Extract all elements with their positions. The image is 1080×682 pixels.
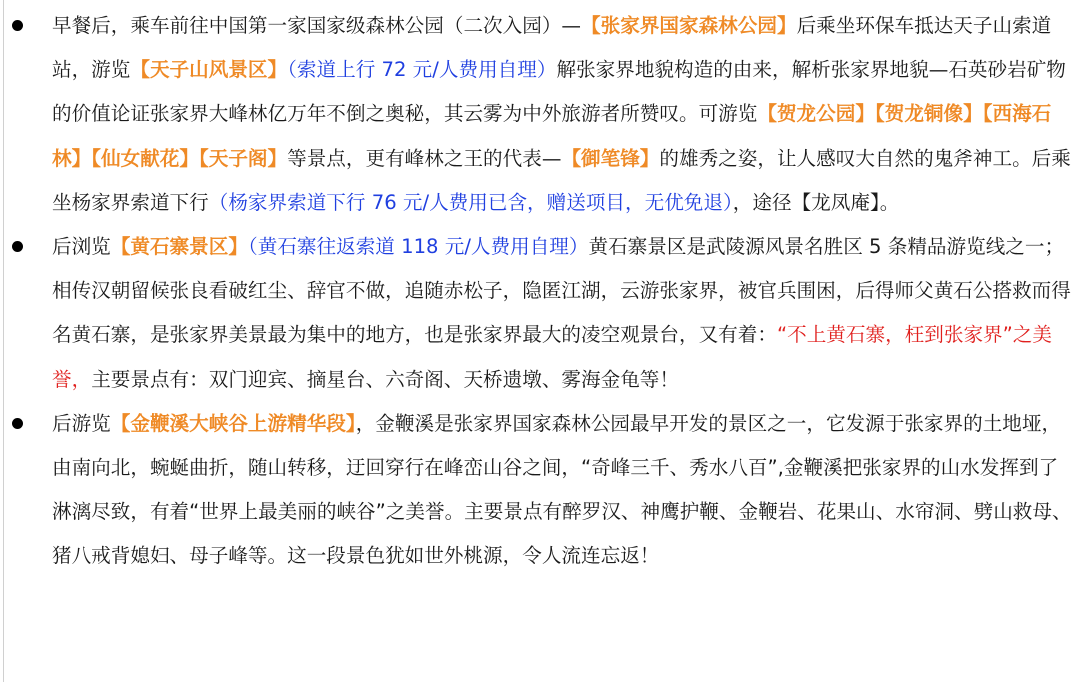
item-text: 早餐后，乘车前往中国第一家国家级森林公园（二次入园）—	[52, 14, 582, 37]
highlight-jinbianxi: 【金鞭溪大峡谷上游精华段】	[110, 411, 356, 435]
list-item-forest-park	[0, 4, 1080, 225]
highlight-tianzishan: 【天子山风景区】	[130, 58, 288, 82]
item-text: 后游览	[52, 411, 111, 435]
highlight-helong-statue: 【贺龙铜像】	[874, 102, 983, 126]
highlight-xihai-stone-forest: 【西海石林】	[52, 102, 1052, 170]
highlight-yubi-peak: 【御笔锋】	[561, 146, 660, 170]
item-text: 等景点，更有峰林之王的代表—	[287, 146, 562, 170]
bullet-icon	[12, 418, 23, 429]
highlight-zhangjiajie-forest-park: 【张家界国家森林公园】	[581, 14, 797, 37]
item-text: 解张家界地貌构造的由来，解析张家界地貌—石英砂岩矿物的价值论证张家界大峰林亿万年不倒之奥秘，其云雾为中外旅游者所赞叹。可游览	[52, 58, 1066, 126]
note-yangjiajie-cableway-price: （杨家界索道下行 76 元/人费用已含，赠送项目，无优免退）	[208, 190, 733, 214]
item-text: 后浏览	[52, 235, 111, 259]
list-item-huangshizhai	[0, 225, 1080, 402]
item-text: ，途径【龙凤庵】。	[732, 190, 900, 214]
note-tianzishan-cableway-price: （索道上行 72 元/人费用自理）	[287, 58, 557, 82]
highlight-xiannv-xianhua: 【仙女献花】	[91, 146, 199, 170]
highlight-huangshizhai: 【黄石寨景区】	[110, 235, 248, 259]
item-text: 后乘坐环保车抵达天子山索道站，游览	[52, 14, 1052, 82]
item-text: 的雄秀之姿，让人感叹大自然的鬼斧神工。后乘坐杨家界索道下行	[52, 146, 1071, 214]
item-text: 黄石寨景区是武陵源风景名胜区 5 条精品游览线之一；相传汉朝留候张良看破红尘、辞官不做，追随赤松子，隐匿江湖，云游张家界，被官兵围困，后得师父黄石公搭救而得名黄石寨，是张家界美景最为集中的地方，也是张家界最大的凌空观景台，又有着：	[52, 235, 1071, 347]
quote-huangshizhai-saying: “不上黄石寨，枉到张家界”之美誉，	[52, 323, 1052, 391]
list-item-jinbianxi	[0, 402, 1080, 579]
bullet-icon	[12, 241, 23, 252]
note-huangshizhai-cableway-price: （黄石寨往返索道 118 元/人费用自理）	[247, 235, 589, 259]
item-text: 主要景点有：双门迎宾、摘星台、六奇阁、天桥遗墩、雾海金龟等！	[91, 367, 679, 391]
bullet-icon	[12, 20, 23, 31]
highlight-helong-park: 【贺龙公园】	[757, 102, 875, 126]
highlight-tianzi-pavilion: 【天子阁】	[198, 146, 288, 170]
item-text: ，金鞭溪是张家界国家森林公园最早开发的景区之一，它发源于张家界的土地垭，由南向北，蜿蜒曲折，随山转移，迂回穿行在峰峦山谷之间，“奇峰三千、秀水八百”,金鞭溪把张家界的山水发挥到了淋漓尽致，有着“世界上最美丽的峡谷”之美誉。主要景点有醉罗汉、神鹰护鞭、金鞭岩、花果山、水帘洞、劈山救母、猪八戒背媳妇、母子峰等。这一段景色犹如世外桃源，令人流连忘返！	[52, 411, 1072, 568]
